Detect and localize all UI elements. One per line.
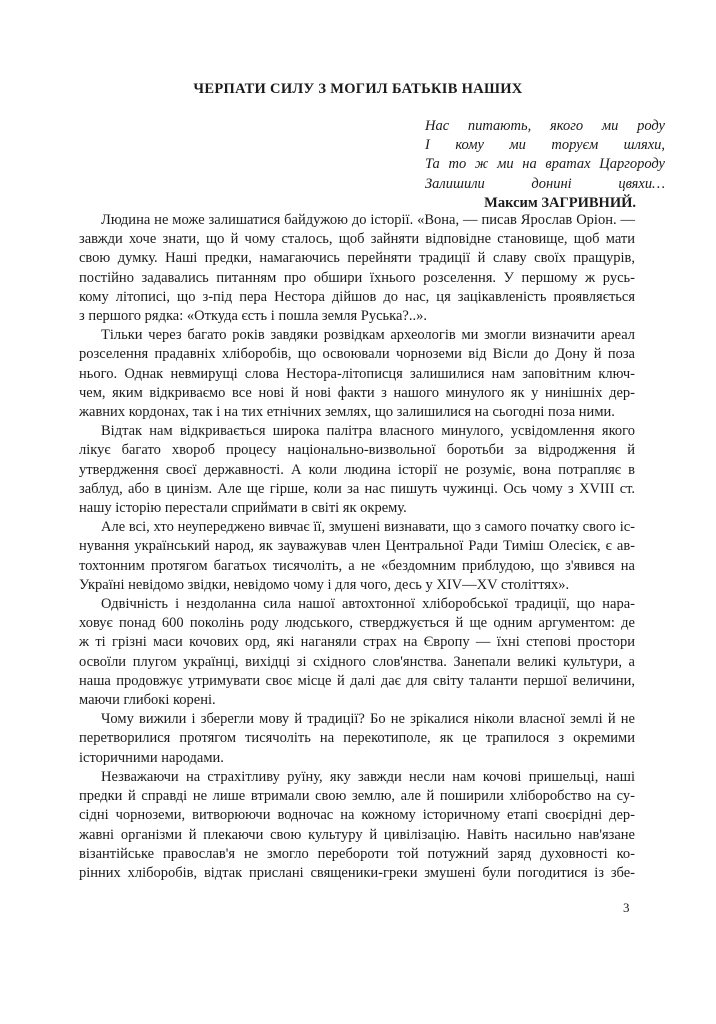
- paragraph: [79, 518, 635, 595]
- text-line: свою думку. Наші предки, намагаючись перейняти традиції й славу своїх пращурів,: [79, 250, 635, 267]
- paragraph: [79, 768, 635, 883]
- text-line: освоїли плугом українці, вихідці зі східного слов'янства. Занепали великі культури, а: [79, 653, 635, 670]
- paragraph: [79, 595, 635, 710]
- text-line: нашу історію перестали сприймати в світі як окрему.: [79, 500, 407, 517]
- text-line: Україні невідомо звідки, невідомо чому і для чого, десь у XIV—XV століттях».: [79, 576, 570, 593]
- text-line: перетворилися протягом тисячоліть на перекотиполе, як це трапилося з окремими: [79, 730, 635, 747]
- text-line: Людина не може залишатися байдужою до історії. «Вона, — писав Ярослав Оріон. —: [101, 212, 635, 228]
- text-line: ховує понад 600 поколінь роду людського, стверджується й ще одним аргументом: де: [79, 615, 635, 632]
- epigraph-author: Максим ЗАГРИВНИЙ.: [484, 195, 636, 211]
- text-line: нього. Однак невмирущі слова Нестора-літописця залишилися нам заповітним ключ-: [79, 365, 635, 382]
- text-line: розселення прадавніх хліборобів, що освоювали чорноземи від Вісли до Дону й поза: [79, 346, 635, 363]
- text-line: кому літописі, що з-під пера Нестора дійшов до нас, ця зацікавленість проявляється: [79, 288, 635, 305]
- paragraph: [79, 326, 635, 422]
- text-line: Але всі, хто неупереджено вивчає її, змушені визнавати, що з самого початку свого іс-: [101, 519, 635, 536]
- epigraph: [425, 117, 665, 194]
- text-line: ж ті грізні маси кочових орд, які наганяли страх на Європу — їхні степові простори: [79, 634, 635, 651]
- text-line: Чому вижили і зберегли мову й традиції? Бо не зрікалися ніколи власної землі й не: [101, 711, 635, 728]
- text-line: Незважаючи на страхітливу руїну, яку завжди несли нам кочові пришельці, наші: [101, 768, 635, 785]
- paragraph: [79, 422, 635, 518]
- text-line: сідні чорноземи, витворюючи водночас на кожному історичному етапі своєрідні дер-: [79, 807, 635, 824]
- text-line: утвердження своєї державності. А коли людина історії не розуміє, вона потрапляє в: [79, 461, 635, 478]
- text-line: наша продовжує утримувати своє місце й далі дає для світу таланти першої величини,: [79, 672, 635, 689]
- text-line: візантійське православ'я не змогло перебороти той потужний заряд духовності ко-: [79, 845, 635, 862]
- paragraph: [79, 710, 635, 768]
- text-line: Відтак нам відкривається широка палітра власного минулого, усвідомлення якого: [101, 423, 635, 440]
- epigraph-line: Та то ж ми на вратах Царгороду: [425, 156, 665, 173]
- text-line: чем, яким відкриваємо все нові й нові факти з нашого минулого як у нинішніх дер-: [79, 384, 635, 401]
- text-line: Одвічність і нездоланна сила нашої автохтонної хліборобської традиції, що нара-: [101, 596, 635, 613]
- text-line: заблуд, або в цинізм. Але ще гірше, коли за нас пишуть чужинці. Ось чому з XVIII ст.: [79, 480, 635, 497]
- page-title: ЧЕРПАТИ СИЛУ З МОГИЛ БАТЬКІВ НАШИХ: [193, 81, 523, 97]
- text-line: маючи глибокі корені.: [79, 692, 216, 709]
- text-line: постійно задавались питанням про обшири їхнього розселення. У першому ж русь-: [79, 269, 635, 286]
- body-text: [79, 211, 635, 883]
- text-line: Тільки через багато років завдяки розвідкам археологів ми змогли визначити ареал: [101, 327, 635, 344]
- text-line: жавних кордонах, так і на тих етнічних землях, що залишилися на сьогодні поза ними.: [79, 404, 615, 421]
- text-line: нування український народ, як зауважував член Центральної Ради Тиміш Олесієк, є ав-: [79, 538, 635, 555]
- page-number: 3: [623, 900, 630, 915]
- text-line: завжди хоче знати, що й чому сталось, щоб зайняти відповідне становище, щоб мати: [79, 231, 635, 248]
- epigraph-line: Залишили донині цвяхи…: [425, 175, 665, 192]
- text-line: предки й справді не лише втримали свою землю, але й поширили хліборобство на су-: [79, 788, 635, 805]
- text-line: з першого рядка: «Откуда єсть і пошла земля Руська?..».: [79, 308, 427, 325]
- epigraph-line: Нас питають, якого ми роду: [425, 118, 665, 134]
- text-line: історичними народами.: [79, 749, 224, 766]
- text-line: лікує багато хвороб процесу національно-визвольної боротьби за відродження й: [79, 442, 635, 459]
- paragraph: [79, 211, 635, 326]
- text-line: рінних хліборобів, відтак прислані священики-греки змушені були погодитися із збе-: [79, 864, 635, 881]
- text-line: тохтонним протягом багатьох тисячоліть, а не «бездомним приблудою, що з'явився на: [79, 557, 635, 574]
- epigraph-line: І кому ми торуєм шляхи,: [425, 137, 665, 154]
- text-line: жавні організми й плекаючи свою культуру й цивілізацію. Навіть насильно нав'язане: [79, 826, 635, 843]
